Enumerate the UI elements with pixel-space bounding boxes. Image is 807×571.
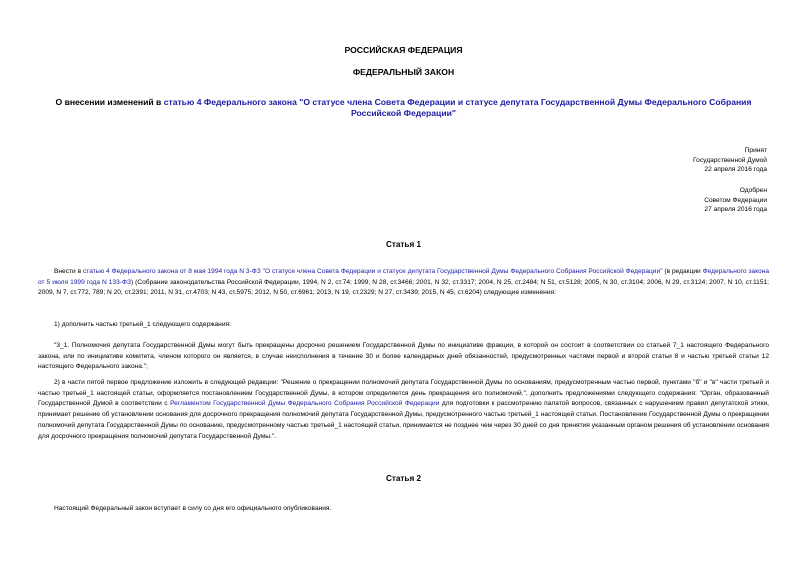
accepted-date: 22 апреля 2016 года <box>704 166 767 174</box>
law-type-heading: ФЕДЕРАЛЬНЫЙ ЗАКОН <box>352 67 455 77</box>
law-title-link[interactable]: статью 4 Федерального закона "О статусе члена Совета Федерации и статусе депутата Государственной Думы Федерального Собрания Российской Федерации" <box>163 97 752 118</box>
intro-suffix: ) (Собрание законодательства Российской Федерации, 1994, N 2, ст.74; 1999, N 28, ст.3466; 2001, N 32, ст.3317; 2004, N 25, ст.2484; N 51, ст.5128; 2005, N 30, ст.3104; 2006, N 29, ст.3124; 2007, N 10, ст.1151; 2009, N 7, ст.772, 789; N 20, ст.2391; 2011, N 31, ст.4703; N 43, ст.5975; 2012, N 50, ст.6961; 2013, N 19, ст.2329; N 27, ст.3439; 2015, N 45, ст.6204) следующие изменения: <box>38 278 769 297</box>
article-2-text: Настоящий Федеральный закон вступает в силу со дня его официального опубликования. <box>54 505 332 512</box>
article-1-item-1: 1) дополнить частью третьей_1 следующего содержания: <box>54 321 231 328</box>
intro-prefix: Внести в <box>54 268 83 275</box>
law-title <box>36 97 771 119</box>
approved-date: 27 апреля 2016 года <box>704 206 767 214</box>
country-heading: РОССИЙСКАЯ ФЕДЕРАЦИЯ <box>344 45 463 55</box>
article-1-item-1-text: "3_1. Полномочия депутата Государственной Думы могут быть прекращены досрочно решением Государственной Думы по инициативе фракции, в которой он состоит в соответствии со статьей 7_1 настоящего Федерального закона, или по инициативе комитета, членом которого он является, в случае неисполнения в течение 30 и более календарных дней обязанностей, предусмотренных частями первой и второй статьи 8 и частью третьей статьи 12 настоящего Федерального закона."; <box>38 342 769 371</box>
accepted-label: Принят <box>744 147 767 154</box>
approved-label: Одобрен <box>739 187 767 194</box>
item-2-suffix: для подготовки к рассмотрению палатой вопросов, связанных с нарушением правил депутатской этики, принимает решение об установлении основания для досрочного прекращения полномочий депутата Государственной Думы, предусмотренного частью третьей_1 настоящей статьи. Постановление Государственной Думы о прекращении полномочий депутата Государственной Думы по основанию, предусмотренному частью третьей_1 настоящей статьи, принимается не позднее чем через 30 дней со дня принятия указанным органом решения об установлении основания для досрочного прекращения полномочий депутата Государственной Думы.". <box>38 400 769 440</box>
reglament-link[interactable]: Регламентом Государственной Думы Федерального Собрания Российской Федерации <box>170 400 440 408</box>
article-2-heading: Статья 2 <box>385 474 422 483</box>
accepted-block <box>693 146 767 175</box>
law-title-prefix: О внесении изменений в <box>55 97 164 107</box>
article-1-heading: Статья 1 <box>385 240 422 249</box>
article-1-item-2 <box>38 378 769 442</box>
approved-body: Советом Федерации <box>704 196 767 204</box>
intro-amendment-link[interactable]: Федерального закона от 5 июля 1999 года N 133-ФЗ <box>38 268 770 286</box>
intro-law-link[interactable]: статью 4 Федерального закона от 8 мая 1994 года N 3-ФЗ "О статусе члена Совета Федерации и статусе депутата Государственной Думы Федерального Собрания Российской Федерации" <box>82 268 663 275</box>
approved-block <box>704 186 767 215</box>
intro-mid: (в редакции <box>662 268 703 275</box>
article-1-intro <box>38 267 769 299</box>
accepted-body: Государственной Думой <box>693 156 767 164</box>
item-2-prefix: 2) в части пятой первое предложение изложить в следующей редакции: "Решение о прекращении полномочий депутата Государственной Думы по основаниям, предусмотренным частью первой, пунктами "б" и "в" части третьей и частью третьей_1 настоящей статьи, оформляется постановлением Государственной Думы, в котором определяется день прекращения его полномочий.", дополнить предложениями следующего содержания: "Орган, образованный Государственной Думой в соответствии с <box>38 379 769 408</box>
